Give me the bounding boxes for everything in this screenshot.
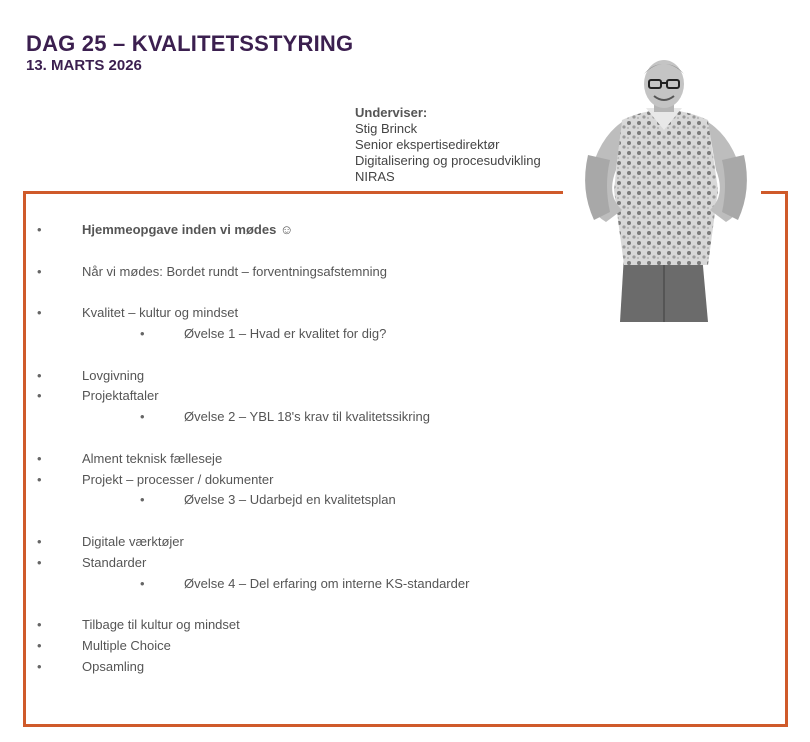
- agenda-item-project-agreements: Projektaftaler: [82, 388, 159, 403]
- agenda-bullet: •: [37, 534, 42, 549]
- agenda-bullet: •: [37, 617, 42, 632]
- agenda-exercise-4: Øvelse 4 – Del erfaring om interne KS-standarder: [184, 576, 470, 591]
- agenda-item-homework: Hjemmeopgave inden vi mødes ☺: [82, 222, 294, 237]
- agenda-bullet: •: [37, 555, 42, 570]
- agenda-item-roundtable: Når vi mødes: Bordet rundt – forventningsafstemning: [82, 264, 387, 279]
- agenda-subbullet: •: [140, 326, 145, 341]
- instructor-role: Senior ekspertisedirektør: [355, 137, 500, 152]
- agenda-bullet: •: [37, 388, 42, 403]
- instructor-company: NIRAS: [355, 169, 395, 184]
- agenda-item-multiple-choice: Multiple Choice: [82, 638, 171, 653]
- agenda-exercise-3: Øvelse 3 – Udarbejd en kvalitetsplan: [184, 492, 396, 507]
- agenda-item-back-to-culture: Tilbage til kultur og mindset: [82, 617, 240, 632]
- agenda-item-summary: Opsamling: [82, 659, 145, 674]
- agenda-exercise-1: Øvelse 1 – Hvad er kvalitet for dig?: [184, 326, 387, 341]
- agenda-subbullet: •: [140, 409, 145, 424]
- agenda-item-digital-tools: Digitale værktøjer: [82, 534, 184, 549]
- agenda-item-standards: Standarder: [82, 555, 147, 570]
- agenda-bullet: •: [37, 638, 42, 653]
- agenda-bullet: •: [37, 222, 42, 237]
- instructor-label: Underviser:: [355, 105, 428, 120]
- instructor-name: Stig Brinck: [355, 121, 418, 136]
- agenda-subbullet: •: [140, 492, 145, 507]
- agenda-item-processes: Projekt – processer / dokumenter: [82, 472, 274, 487]
- agenda-bullet: •: [37, 368, 42, 383]
- agenda-item-technical-common: Alment teknisk fælleseje: [82, 451, 223, 466]
- agenda-item-quality-culture: Kvalitet – kultur og mindset: [82, 305, 239, 320]
- page-date: 13. MARTS 2026: [26, 57, 142, 74]
- instructor-department: Digitalisering og procesudvikling: [355, 153, 541, 168]
- agenda-bullet: •: [37, 264, 42, 279]
- agenda-bullet: •: [37, 659, 42, 674]
- agenda-bullet: •: [37, 451, 42, 466]
- agenda-bullet: •: [37, 305, 42, 320]
- agenda-item-legislation: Lovgivning: [82, 368, 145, 383]
- agenda-subbullet: •: [140, 576, 145, 591]
- page-title: DAG 25 – KVALITETSSTYRING: [26, 31, 354, 56]
- agenda-exercise-2: Øvelse 2 – YBL 18's krav til kvalitetssikring: [184, 409, 430, 424]
- agenda-bullet: •: [37, 472, 42, 487]
